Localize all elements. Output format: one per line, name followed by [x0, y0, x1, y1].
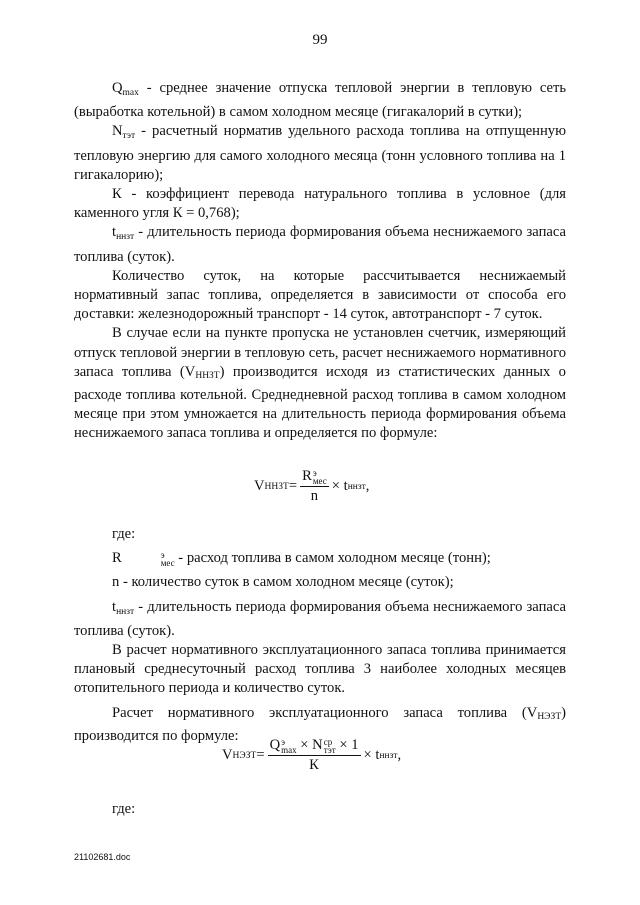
formula-v-nnzt-fraction: R э мес n	[302, 467, 327, 504]
definition-tnnzt: $t_{ннзт}$ - длительность периода формирования объема неснижаемого запаса топлива (суток).	[74, 224, 566, 265]
page-number: 99	[312, 32, 328, 48]
where-label-1: где:	[112, 526, 136, 542]
definition-qmax: $Q_{max}$ - среднее значение отпуска тепловой энергии в тепловую сеть (выработка котельной) в самом холодном месяце (гигакалорий в сутки);	[74, 80, 566, 121]
body-text-middle	[74, 520, 566, 746]
paragraph-calc: Расчет нормативного эксплуатационного запаса топлива (VНЭЗТ) производится по формуле:	[74, 704, 566, 744]
where-label-2: где:	[112, 801, 136, 817]
paragraph-operational: В расчет нормативного эксплуатационного запаса топлива принимается плановый среднесуточный расход топлива 3 наиболее холодных месяцев отопительного периода и количество суток.	[74, 642, 566, 697]
definition-ntet: $N_{тэт}$ - расчетный норматив удельного расхода топлива на отпущенную тепловую энергию для самого холодного месяца (тонн условного топлива на 1 гигакалорию);	[74, 123, 566, 183]
body-text-top	[74, 79, 566, 444]
body-text-bottom	[74, 800, 566, 819]
definition-r-mes: R э мес - расход топлива в самом холодном месяце (тонн);	[112, 549, 491, 568]
definition-k: К - коэффициент перевода натурального топлива в условное (для каменного угля К = 0,768);	[74, 186, 566, 222]
formula-v-nezt-fraction: Q э max × N ср тэт × 1 К	[269, 736, 359, 773]
formula-v-nezt: V НЭЗТ = Q э max × N ср тэт × 1 К × t ннзт ,	[222, 736, 402, 773]
paragraph-days: Количество суток, на которые рассчитывается неснижаемый нормативный запас топлива, определяется в зависимости от способа его доставки: железнодорожный транспорт - 14 суток, автотранспорт - 7 суток.	[74, 267, 566, 323]
formula-v-nnzt: V ННЗТ = R э мес n × t ннзт ,	[254, 467, 370, 504]
paragraph-no-meter: В случае если на пункте пропуска не установлен счетчик, измеряющий отпуск тепловой энергии в тепловую сеть, расчет неснижаемого нормативного запаса топлива (VННЗТ) производится исходя из статистических данных о расходе топлива котельной. Среднедневной расход топлива в самом холодном месяце при этом умножается на длительность периода формирования объема неснижаемого запаса топлива и определяется по формуле:	[74, 325, 566, 442]
definition-n: n - количество суток в самом холодном месяце (суток);	[112, 574, 454, 591]
definition-t-nnzt: $t_{ннзт}$ - длительность периода формирования объема неснижаемого запаса топлива (суток).	[74, 598, 566, 639]
footer-filename: 21102681.doc	[74, 852, 131, 862]
